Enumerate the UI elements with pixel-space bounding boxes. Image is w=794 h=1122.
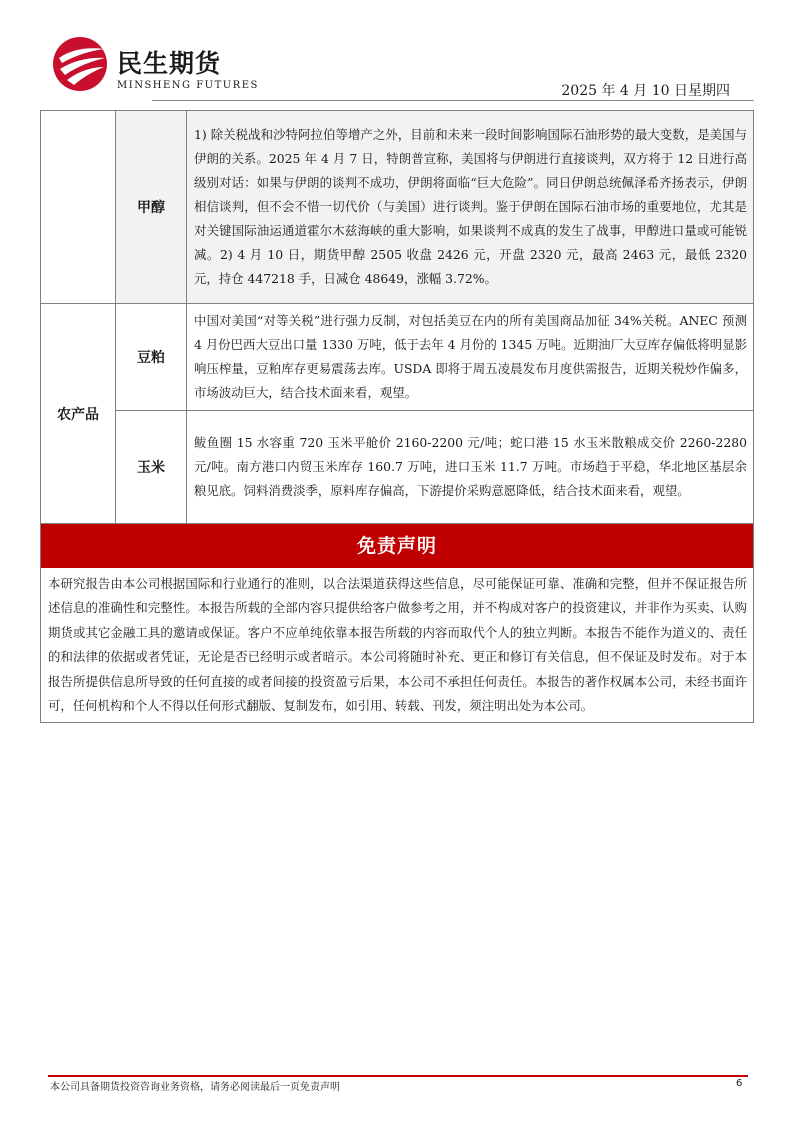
- page-header: [40, 36, 754, 102]
- table-row-methanol: [41, 111, 754, 304]
- disclaimer-body: 本研究报告由本公司根据国际和行业通行的准则，以合法渠道获得这些信息，尽可能保证可靠、准确和完整，但并不保证报告所述信息的准确性和完整性。本报告所载的全部内容只提供给客户做参考之用，并不构成对客户的投资建议，并非作为买卖、认购期货或其它金融工具的邀请或保证。客户不应单纯依靠本报告所载的内容而取代个人的独立判断。本报告不能作为道义的、责任的和法律的依据或者凭证，无论是否已经明示或者暗示。本公司将随时补充、更正和修订有关信息，但不保证及时发布。对于本报告所提供信息所导致的任何直接的或者间接的投资盈亏后果，本公司不承担任何责任。本报告的著作权属本公司，未经书面许可，任何机构和个人不得以任何形式翻版、复制发布，如引用、转载、刊发，须注明出处为本公司。: [48, 576, 747, 714]
- footer-notice: 本公司具备期货投资咨询业务资格，请务必阅读最后一页免责声明: [50, 1082, 340, 1093]
- analysis-text-methanol: 1) 除关税战和沙特阿拉伯等增产之外，目前和未来一段时间影响国际石油形势的最大变数，是美国与伊朗的关系。2025 年 4 月 7 日，特朗普宣称，美国将与伊朗进行直接谈判，双方将于 12 日进行高级别对话：如果与伊朗的谈判不成功，伊朗将面临“巨大危险”。同日伊朗总统佩泽希齐扬表示，伊朗相信谈判，但不会不惜一切代价（与美国）进行谈判。鉴于伊朗在国际石油市场的重要地位，尤其是对关键国际油运通道霍尔木兹海峡的重大影响，如果谈判不成真的发生了战事，甲醇进口量或可能锐减。2) 4 月 10 日，期货甲醇 2505 收盘 2426 元，开盘 2320 元，最高 2463 元，最低 2320 元，持仓 447218 手，日减仓 48649，涨幅 3.72%。: [187, 111, 754, 304]
- table-row-soymeal: [41, 304, 754, 411]
- table-row-corn: [41, 411, 754, 524]
- category-label-agri: 农产品: [41, 304, 116, 524]
- category-cell-empty: [41, 111, 116, 304]
- disclaimer-box: [40, 523, 754, 723]
- brand-name-cn: 民生期货: [117, 49, 222, 78]
- minsheng-logo-icon: [52, 36, 108, 92]
- commodity-table: [40, 110, 754, 524]
- analysis-text-soymeal: 中国对美国“对等关税”进行强力反制，对包括美豆在内的所有美国商品加征 34%关税。ANEC 预测 4 月份巴西大豆出口量 1330 万吨，低于去年 4 月份的 1345 万吨。近期油厂大豆库存偏低将明显影响压榨量，豆粕库存更易震荡去库。USDA 即将于周五凌晨发布月度供需报告，近期关税炒作偏多，市场波动巨大，结合技术面来看，观望。: [187, 304, 754, 411]
- disclaimer-title: 免责声明: [41, 524, 753, 568]
- page-number: 6: [736, 1078, 743, 1089]
- product-label-corn: 玉米: [116, 411, 187, 524]
- footer-divider: [48, 1075, 748, 1077]
- product-label-soymeal: 豆粕: [116, 304, 187, 411]
- product-label-methanol: 甲醇: [116, 111, 187, 304]
- report-date: 2025 年 4 月 10 日星期四: [561, 83, 730, 99]
- header-divider: [152, 100, 754, 101]
- analysis-text-corn: 鲅鱼圈 15 水容重 720 玉米平舱价 2160-2200 元/吨；蛇口港 15 水玉米散粮成交价 2260-2280 元/吨。南方港口内贸玉米库存 160.7 万吨，进口玉米 11.7 万吨。市场趋于平稳，华北地区基层余粮见底。饲料消费淡季，原料库存偏高，下游提价采购意愿降低，结合技术面来看，观望。: [187, 411, 754, 524]
- brand-name-en: MINSHENG FUTURES: [117, 80, 259, 91]
